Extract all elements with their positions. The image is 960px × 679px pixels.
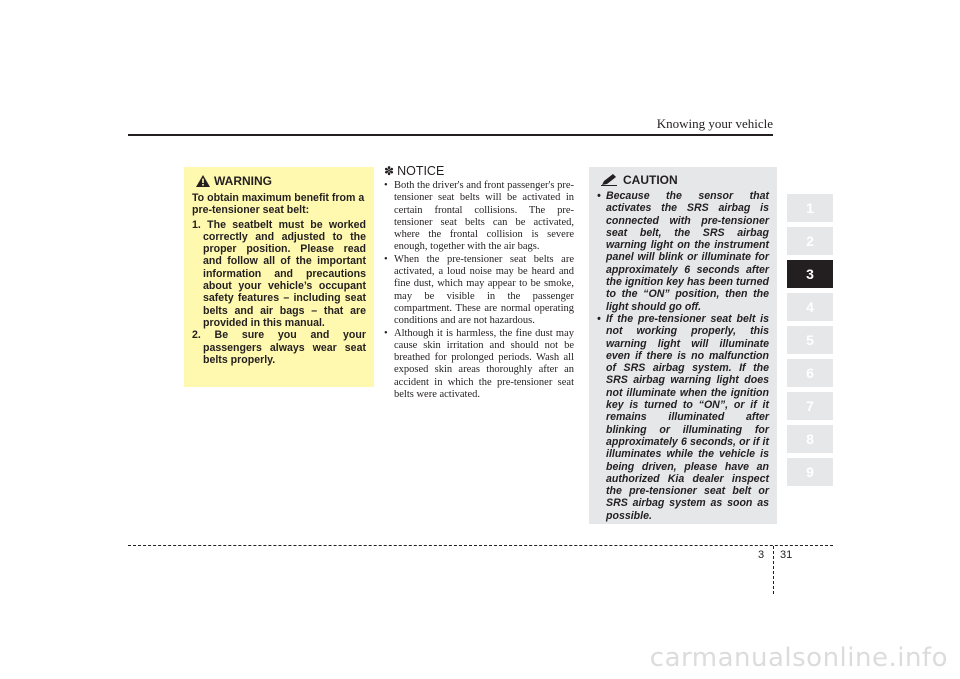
- chapter-tab-3[interactable]: 3: [787, 260, 833, 288]
- watermark: carmanualsonline.info: [649, 643, 948, 673]
- caution-box: [589, 167, 777, 524]
- chapter-tab-8[interactable]: 8: [787, 425, 833, 453]
- caution-list: [597, 190, 769, 522]
- chapter-tab-4[interactable]: 4: [787, 293, 833, 321]
- warning-item: 1. The seatbelt must be worked correctly and adjusted to the proper position. Please read and follow all of the important information and precautions about your vehicle’s occupant safety features – including seat belts and air bags – that are provided in this manual.: [192, 218, 366, 329]
- warning-item: 2. Be sure you and your passengers always wear seat belts properly.: [192, 329, 366, 366]
- header-rule: [128, 134, 773, 136]
- warning-intro: To obtain maximum benefit from a pre-tensioner seat belt:: [192, 192, 365, 217]
- notice-list: [384, 180, 574, 401]
- caution-pencil-icon: [601, 174, 617, 186]
- chapter-tabs: [787, 194, 833, 491]
- caution-item: • Because the sensor that activates the SRS airbag is connected with pre-tensioner seat belt, the SRS airbag warning light on the instrument panel will blink or illuminate for approximately 6 seconds after the ignition key has been turned to the “ON” position, then the light should go off.: [597, 190, 769, 313]
- footer-rule: [128, 545, 833, 546]
- caution-item: • If the pre-tensioner seat belt is not working properly, this warning light will illuminate even if there is no malfunction of SRS airbag system. If the SRS airbag warning light does not illuminate when the ignition key is turned to “ON”, or if it remains illuminated after blinking or illuminating for approximately 6 seconds, or if it illuminates while the vehicle is being driven, please have an authorized Kia dealer inspect the pre-tensioner seat belt or SRS airbag system as soon as possible.: [597, 313, 769, 522]
- chapter-tab-9[interactable]: 9: [787, 458, 833, 486]
- warning-title: WARNING: [214, 174, 272, 188]
- notice-item: • When the pre-tensioner seat belts are activated, a loud noise may be heard and fine dust, which may appear to be smoke, may be visible in the passenger compartment. These are normal operating conditions and are not hazardous.: [384, 254, 574, 328]
- notice-item: • Although it is harmless, the fine dust may cause skin irritation and should not be breathed for prolonged periods. Wash all exposed skin areas thoroughly after an accident in which the pre-tensioner seat belts were activated.: [384, 328, 574, 402]
- notice-asterisk-icon: ✽: [384, 164, 395, 178]
- chapter-tab-6[interactable]: 6: [787, 359, 833, 387]
- chapter-tab-2[interactable]: 2: [787, 227, 833, 255]
- caution-title: CAUTION: [623, 173, 678, 187]
- notice-heading: [384, 164, 574, 178]
- warning-list: [192, 219, 366, 367]
- chapter-tab-5[interactable]: 5: [787, 326, 833, 354]
- page-number: 31: [780, 549, 793, 561]
- warning-heading: [184, 167, 374, 188]
- notice-title: NOTICE: [397, 164, 445, 178]
- notice-section: [384, 164, 574, 401]
- warning-triangle-icon: [196, 175, 210, 187]
- warning-box: [184, 167, 374, 387]
- caution-heading: [589, 167, 777, 187]
- page-header-title: Knowing your vehicle: [656, 116, 773, 131]
- chapter-tab-1[interactable]: 1: [787, 194, 833, 222]
- chapter-tab-7[interactable]: 7: [787, 392, 833, 420]
- footer-divider: [773, 546, 774, 594]
- notice-item: • Both the driver's and front passenger's pre-tensioner seat belts will be activated in certain frontal collisions. The pre-tensioner seat belts can be activated, where the frontal collision is severe enough, together with the air bags.: [384, 180, 574, 254]
- page-chapter-number: 3: [758, 549, 765, 561]
